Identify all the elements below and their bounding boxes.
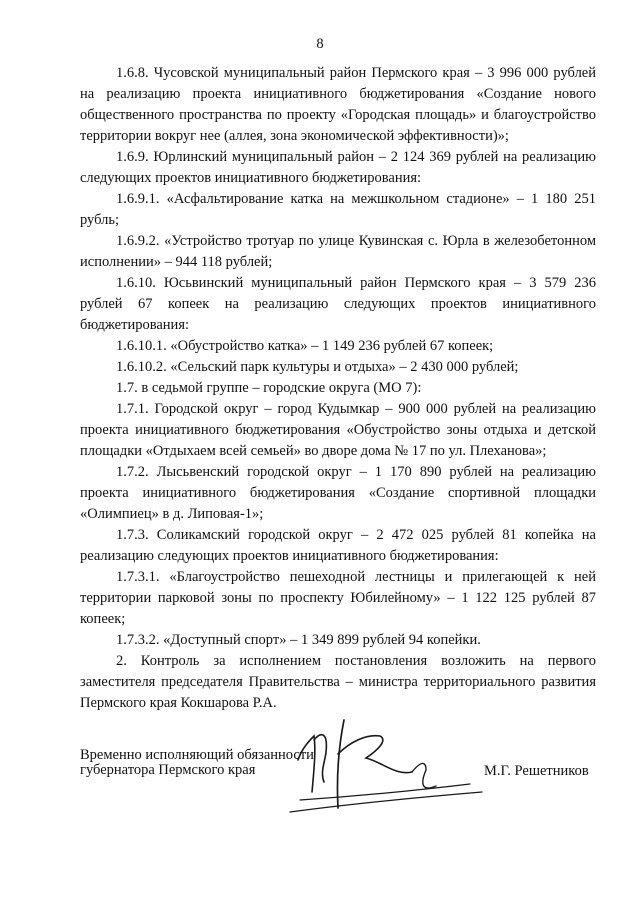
paragraph-2-control: 2. Контроль за исполнением постановления возложить на первого заместителя председателя Правительства – министра территориального развития Пермского края Кокшарова Р.А.	[80, 653, 596, 711]
paragraph-1-6-9: 1.6.9. Юрлинский муниципальный район – 2 124 369 рублей на реализацию следующих проектов инициативного бюджетирования:	[80, 149, 596, 186]
paragraph-1-7-3: 1.7.3. Соликамский городской округ – 2 472 025 рублей 81 копейка на реализацию следующих проектов инициативного бюджетирования:	[80, 527, 596, 564]
signatory-title-line2: губернатора Пермского края	[80, 762, 256, 778]
paragraph-1-6-9-1: 1.6.9.1. «Асфальтирование катка на межшкольном стадионе» – 1 180 251 рубль;	[80, 191, 596, 228]
paragraph-1-7-1: 1.7.1. Городской округ – город Кудымкар – 900 000 рублей на реализацию проекта инициативного бюджетирования «Обустройство зоны отдыха и детской площадки «Отдыхаем всей семьей» во дворе дома № 17 по ул. Плеханова»;	[80, 401, 596, 459]
paragraph-1-6-10-2: 1.6.10.2. «Сельский парк культуры и отдыха» – 2 430 000 рублей;	[116, 359, 519, 375]
paragraph-1-6-10: 1.6.10. Юсьвинский муниципальный район Пермского края – 3 579 236 рублей 67 копеек на реализацию следующих проектов инициативного бюджетирования:	[80, 275, 596, 333]
paragraph-1-7: 1.7. в седьмой группе – городские округа (МО 7):	[116, 380, 422, 396]
signatory-name: М.Г. Решетников	[484, 763, 589, 779]
signature-block	[80, 748, 600, 778]
signatory-title-line1: Временно исполняющий обязанности	[80, 747, 314, 763]
paragraph-1-7-3-1: 1.7.3.1. «Благоустройство пешеходной лестницы и прилегающей к ней территории парковой зоны по проспекту Юбилейному» – 1 122 125 рублей 87 копеек;	[80, 569, 596, 627]
page-number: 8	[316, 36, 324, 52]
paragraph-1-6-9-2: 1.6.9.2. «Устройство тротуар по улице Кувинская с. Юрла в железобетонном исполнении» – 944 118 рублей;	[80, 233, 596, 270]
document-body	[80, 63, 596, 714]
paragraph-1-7-2: 1.7.2. Лысьвенский городской округ – 1 170 890 рублей на реализацию проекта инициативного бюджетирования «Создание спортивной площадки «Олимпиец» в д. Липовая-1»;	[80, 464, 596, 522]
paragraph-1-7-3-2: 1.7.3.2. «Доступный спорт» – 1 349 899 рублей 94 копейки.	[116, 632, 481, 648]
paragraph-1-6-10-1: 1.6.10.1. «Обустройство катка» – 1 149 236 рублей 67 копеек;	[116, 338, 494, 354]
paragraph-1-6-8: 1.6.8. Чусовской муниципальный район Пермского края – 3 996 000 рублей на реализацию проекта инициативного бюджетирования «Создание нового общественного пространства по проекту «Городская площадь» и благоустройство территории вокруг нее (аллея, зона экономической эффективности)»;	[80, 65, 596, 144]
